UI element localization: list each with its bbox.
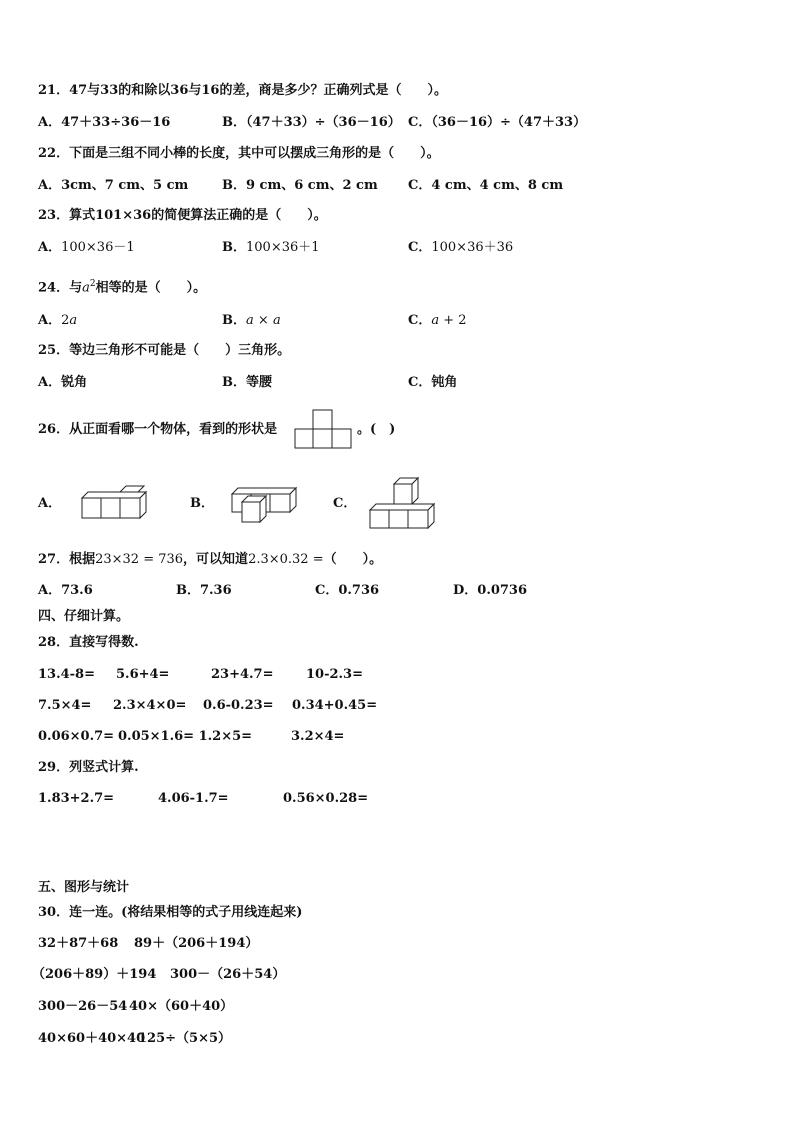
- q23-option-a[interactable]: [38, 239, 135, 257]
- q21-option-a[interactable]: A．47＋33÷36－16: [38, 115, 171, 130]
- q29-item-2[interactable]: 4.06-1.7=: [158, 791, 229, 806]
- q30-left-2[interactable]: （206＋89）＋194: [32, 967, 157, 982]
- q29-stem: 29．列竖式计算.: [38, 760, 139, 775]
- q23-option-b-label: B．: [222, 240, 246, 255]
- q30-left-3[interactable]: 300－26－54: [38, 999, 128, 1014]
- q24-option-a-num: 2: [61, 313, 70, 328]
- q28-r2-c4[interactable]: 0.34+0.45=: [292, 698, 378, 713]
- q24-option-b-op: ×: [253, 313, 273, 328]
- q24-option-b-v1: a: [246, 313, 254, 328]
- q28-r1-c1[interactable]: 13.4-8=: [38, 667, 95, 682]
- q24-option-b-v2: a: [272, 313, 281, 328]
- q23-option-a-label: A．: [38, 240, 62, 255]
- q28-stem: 28．直接写得数.: [38, 635, 139, 650]
- section-5-heading: 五、图形与统计: [38, 880, 130, 895]
- q23-option-c[interactable]: [408, 239, 513, 257]
- q24-option-c-rest: + 2: [439, 313, 467, 328]
- q27-stem-mid: ，可以知道: [183, 552, 249, 567]
- q24-option-c[interactable]: [408, 312, 467, 330]
- q26-front-view-figure: [294, 409, 356, 449]
- q24-option-c-label: C．: [408, 313, 432, 328]
- q28-r3-c2[interactable]: 0.05×1.6= 1.2×5=: [118, 729, 253, 744]
- q28-r3-c3[interactable]: 3.2×4=: [291, 729, 345, 744]
- q24-var: a: [82, 280, 90, 296]
- q30-right-1[interactable]: 89＋（206＋194）: [134, 936, 259, 951]
- q27-option-b[interactable]: B．7.36: [176, 583, 232, 598]
- q30-right-4[interactable]: 125÷（5×5）: [138, 1031, 232, 1046]
- q30-stem: 30．连一连。(将结果相等的式子用线连起来): [38, 905, 303, 920]
- q21-option-c[interactable]: C．（36－16）÷（47＋33）: [408, 115, 587, 130]
- q23-option-c-expr: 100×36＋36: [431, 240, 514, 255]
- q21-option-b[interactable]: B．（47＋33）÷（36－16）: [222, 115, 401, 130]
- q24-option-c-var: a: [431, 313, 440, 328]
- q23-option-b[interactable]: [222, 239, 320, 257]
- q26-option-b-figure[interactable]: [228, 486, 300, 524]
- section-4-heading: 四、仔细计算。: [38, 609, 130, 624]
- q23-option-c-label: C．: [408, 240, 432, 255]
- q26-stem-pre: 26．从正面看哪一个物体，看到的形状是: [38, 422, 278, 437]
- q22-option-a[interactable]: A．3cm、7 cm、5 cm: [38, 178, 189, 193]
- q24-option-a-label: A．: [38, 313, 62, 328]
- q27-option-c[interactable]: C．0.736: [315, 583, 380, 598]
- q28-r2-c1[interactable]: 7.5×4=: [38, 698, 92, 713]
- q26-option-b-label[interactable]: B．: [190, 496, 214, 511]
- q21-stem: 21．47与33的和除以36与16的差，商是多少？正确列式是（ ）。: [38, 83, 447, 98]
- q28-r2-c3[interactable]: 0.6-0.23=: [203, 698, 274, 713]
- q27-option-a[interactable]: A．73.6: [38, 583, 93, 598]
- q25-stem: 25．等边三角形不可能是（ ）三角形。: [38, 343, 291, 358]
- q24-option-b-label: B．: [222, 313, 246, 328]
- q24-option-a-var: a: [69, 313, 78, 328]
- q24-option-a[interactable]: [38, 312, 77, 330]
- q27-eq2: 2.3×0.32 =: [248, 552, 324, 567]
- q27-stem-pre: 27．根据: [38, 552, 96, 567]
- q23-stem: 23．算式101×36的简便算法正确的是（ ）。: [38, 208, 327, 223]
- q25-option-a[interactable]: A．锐角: [38, 375, 88, 390]
- q25-option-b[interactable]: B．等腰: [222, 375, 272, 390]
- q22-stem: 22．下面是三组不同小棒的长度，其中可以摆成三角形的是（ ）。: [38, 146, 440, 161]
- q24-option-b[interactable]: [222, 312, 281, 330]
- q28-r2-c2[interactable]: 2.3×4×0=: [113, 698, 187, 713]
- q30-left-1[interactable]: 32＋87＋68: [38, 936, 119, 951]
- q26-option-a-label[interactable]: A．: [38, 496, 62, 511]
- q26-stem-post: 。( ): [357, 422, 396, 437]
- q25-option-c[interactable]: C．钝角: [408, 375, 458, 390]
- q26-option-c-figure[interactable]: [368, 476, 438, 530]
- q22-option-c[interactable]: C．4 cm、4 cm、8 cm: [408, 178, 564, 193]
- q24-sup: 2: [89, 279, 96, 289]
- q28-r1-c4[interactable]: 10-2.3=: [306, 667, 363, 682]
- q23-option-a-expr: 100×36－1: [61, 240, 135, 255]
- q27-stem-post: （ ）。: [323, 552, 383, 567]
- q27-stem: [38, 551, 382, 569]
- q23-option-b-expr: 100×36＋1: [246, 240, 320, 255]
- q30-right-2[interactable]: 300－（26＋54）: [170, 967, 286, 982]
- q28-r1-c2[interactable]: 5.6+4=: [116, 667, 170, 682]
- q29-item-1[interactable]: 1.83+2.7=: [38, 791, 115, 806]
- q28-r1-c3[interactable]: 23+4.7=: [211, 667, 274, 682]
- q24-stem: [38, 275, 206, 297]
- q22-option-b[interactable]: B．9 cm、6 cm、2 cm: [222, 178, 378, 193]
- q24-stem-post: 相等的是（ ）。: [95, 280, 207, 296]
- q26-option-a-figure[interactable]: [80, 484, 150, 522]
- q29-item-3[interactable]: 0.56×0.28=: [283, 791, 369, 806]
- q26-option-c-label[interactable]: C．: [333, 496, 357, 511]
- q30-right-3[interactable]: 40×（60＋40）: [129, 999, 234, 1014]
- q27-eq1: 23×32 = 736: [95, 552, 184, 567]
- q30-left-4[interactable]: 40×60＋40×40: [38, 1031, 146, 1046]
- q28-r3-c1[interactable]: 0.06×0.7=: [38, 729, 115, 744]
- q27-option-d[interactable]: D．0.0736: [453, 583, 528, 598]
- q24-stem-pre: 24．与: [38, 280, 83, 296]
